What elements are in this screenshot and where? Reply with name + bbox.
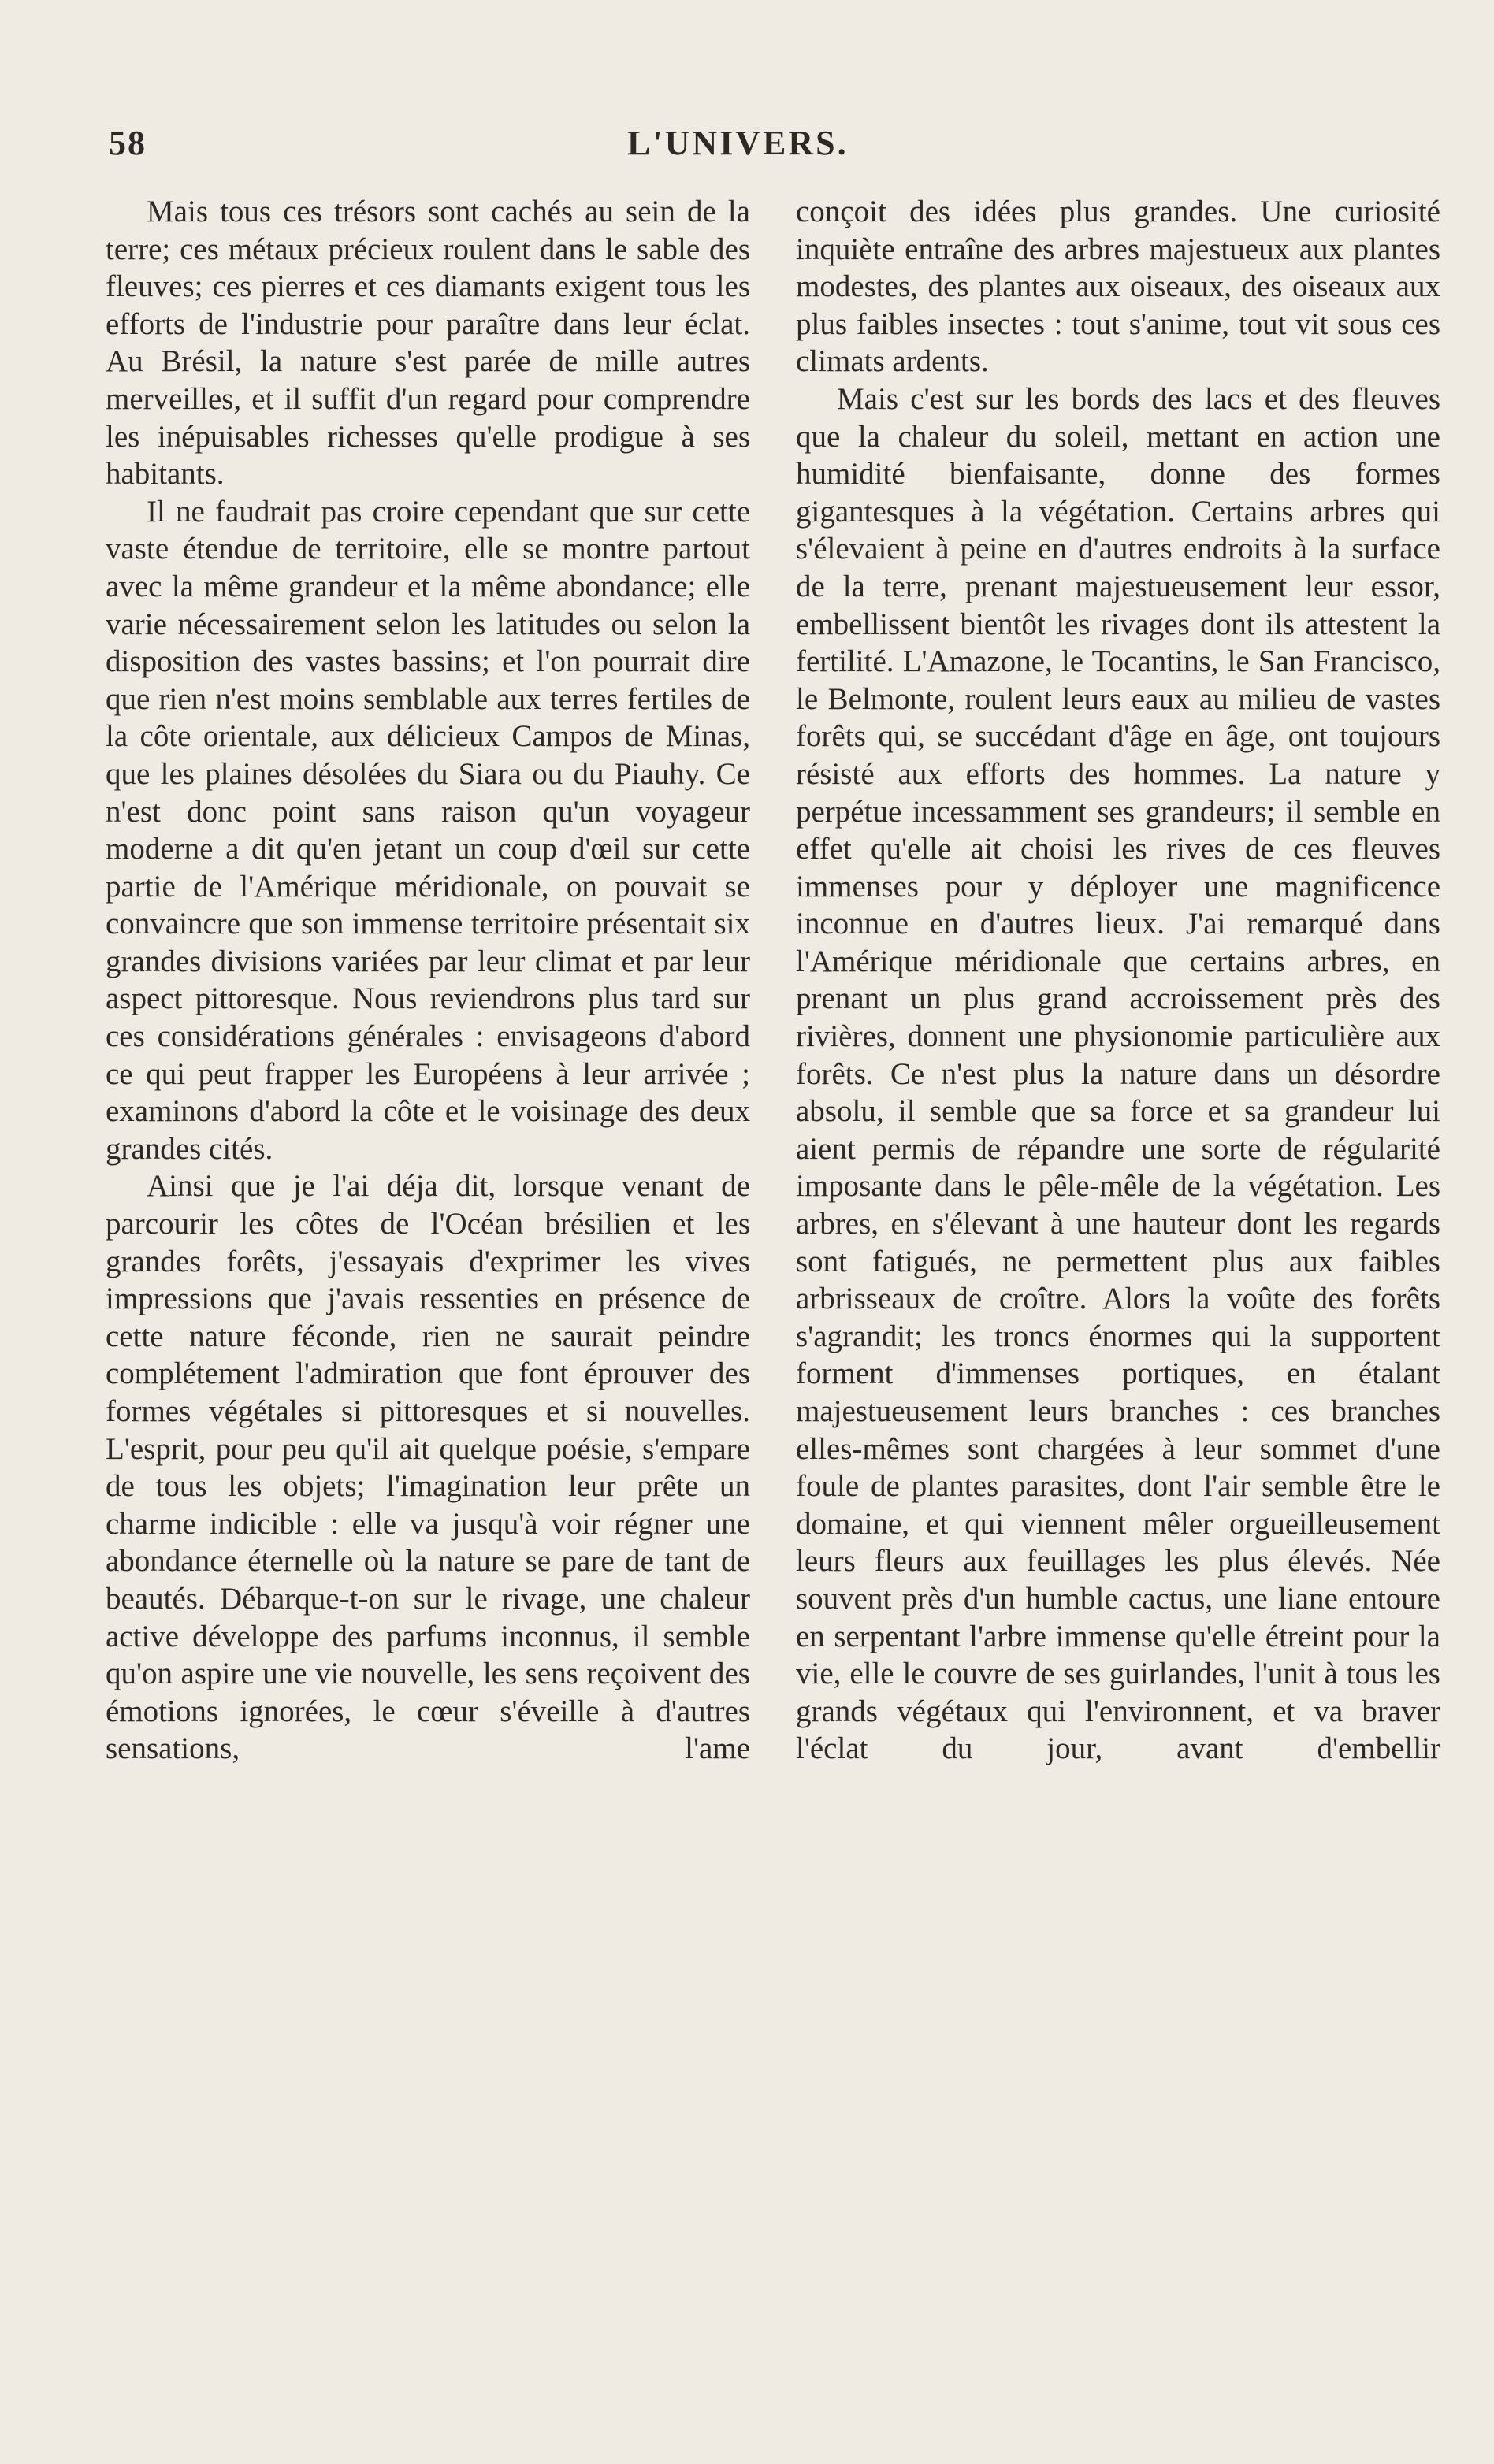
running-title: L'UNIVERS. xyxy=(627,124,849,162)
paragraph: Mais tous ces trésors sont cachés au sein de la terre; ces métaux précieux roulent dans le sable des fleuves; ces pierres et ces diamants exigent tous les efforts de l'industrie pour paraître dans leur éclat. Au Brésil, la nature s'est parée de mille autres merveilles, et il suffit d'un regard pour comprendre les inépuisables richesses qu'elle prodigue à ses habitants. xyxy=(106,195,750,492)
left-column xyxy=(106,193,750,1768)
paragraph: Mais c'est sur les bords des lacs et des fleuves que la chaleur du soleil, mettant en action une humidité bienfaisante, donne des formes gigantesques à la végétation. Certains arbres qui s'élevaient à peine en d'autres endroits à la surface de la terre, prenant majestueusement leur essor, embellissent bientôt les rivages dont ils attestent la fertilité. L'Amazone, le Tocantins, le San Francisco, le Belmonte, roulent leurs eaux au milieu de vastes forêts qui, se succédant d'âge en âge, ont toujours résisté aux efforts des hommes. La nature y perpétue incessamment ses grandeurs; il semble en effet qu'elle ait choisi les rives de ces fleuves immenses pour y déployer une magnificence inconnue en d'autres lieux. J'ai remarqué dans l'Amérique méridionale que certains arbres, en prenant un plus grand accroissement près des rivières, donnent une physionomie particulière aux forêts. Ce n'est plus la nature dans un désordre absolu, il semble que sa force et sa grandeur lui aient permis de répandre une sorte de régularité imposante dans le pêle-mêle de la végétation. Les arbres, en s'élevant à une hauteur dont les regards sont fatigués, ne permettent plus aux faibles arbrisseaux de croître. Alors la voûte des forêts s'agrandit; les troncs énormes qui la supportent forment d'immenses portiques, en étalant majestueusement leurs branches : ces branches elles-mêmes sont chargées à leur sommet d'une foule de plantes parasites, dont l'air semble être le domaine, et qui viennent mêler orgueilleusement leurs fleurs aux feuillages les plus élevés. Née souvent près d'un humble cactus, une liane entoure en serpentant l'arbre immense qu'elle étreint pour la vie, elle le couvre de ses guirlandes, l'unit à tous les grands végétaux qui l'environnent, et va braver l'éclat du jour, avant d'embellir xyxy=(796,381,1440,1766)
right-column xyxy=(796,193,1440,1768)
paragraph: Il ne faudrait pas croire cependant que sur cette vaste étendue de territoire, elle se montre partout avec la même grandeur et la même abondance; elle varie nécessairement selon les latitudes ou selon la disposition des vastes bassins; et l'on pourrait dire que rien n'est moins semblable aux terres fertiles de la côte orientale, aux délicieux Campos de Minas, que les plaines désolées du Siara ou du Piauhy. Ce n'est donc point sans raison qu'un voyageur moderne a dit qu'en jetant un coup d'œil sur cette partie de l'Amérique méridionale, on pouvait se convaincre que son immense territoire présentait six grandes divisions variées par leur climat et par leur aspect pittoresque. Nous reviendrons plus tard sur ces considérations générales : envisageons d'abord ce qui peut frapper les Européens à leur arrivée ; examinons d'abord la côte et le voisinage des deux grandes cités. xyxy=(106,494,750,1166)
running-head xyxy=(109,123,1448,170)
paragraph-continued: conçoit des idées plus grandes. Une curiosité inquiète entraîne des arbres majestueux aux plantes modestes, des plantes aux oiseaux, des oiseaux aux plus faibles insectes : tout s'anime, tout vit sous ces climats ardents. xyxy=(796,195,1440,379)
page-number: 58 xyxy=(109,124,147,162)
paragraph: Ainsi que je l'ai déja dit, lorsque venant de parcourir les côtes de l'Océan brésilien et les grandes forêts, j'essayais d'exprimer les vives impressions que j'avais ressenties en présence de cette nature féconde, rien ne saurait peindre complétement l'admiration que font éprouver des formes végétales si pittoresques et si nouvelles. L'esprit, pour peu qu'il ait quelque poésie, s'empare de tous les objets; l'imagination leur prête un charme indicible : elle va jusqu'à voir régner une abondance éternelle où la nature se pare de tant de beautés. Débarque-t-on sur le rivage, une chaleur active développe des parfums inconnus, il semble qu'on aspire une vie nouvelle, les sens reçoivent des émotions ignorées, le cœur s'éveille à d'autres sensations, l'ame xyxy=(106,1169,750,1766)
